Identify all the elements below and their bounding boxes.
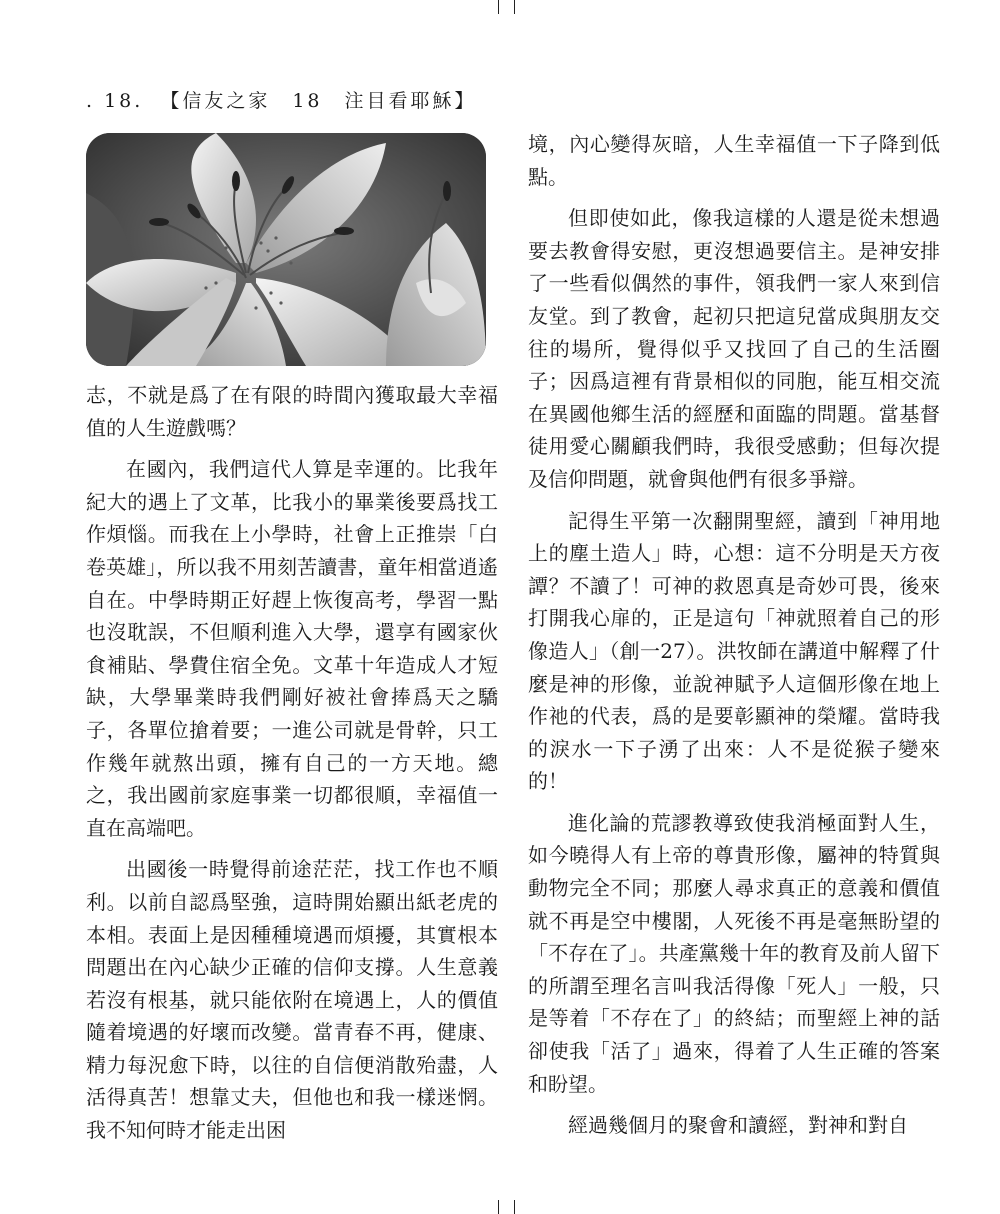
crop-mark-top-right <box>514 0 515 14</box>
crop-mark-bottom-left <box>498 1200 499 1214</box>
page-number: . 18. <box>86 90 144 112</box>
paragraph: 出國後一時覺得前途茫茫，找工作也不順利。以前自認爲堅強，這時開始顯出紙老虎的本相。表面上是因種種境遇而煩擾，其實根本問題出在內心缺少正確的信仰支撐。人生意義若沒有根基，就只能依附在境遇上，人的價值隨着境遇的好壞而改變。當青春不再，健康、精力每況愈下時，以往的自信便消散殆盡，人活得真苦！想靠丈夫，但他也和我一樣迷惘。我不知何時才能走出困 <box>86 857 498 1143</box>
crop-mark-top-left <box>498 0 499 14</box>
paragraph: 志，不就是爲了在有限的時間內獲取最大幸福值的人生遊戲嗎？ <box>86 383 498 440</box>
running-title: 【信友之家 18 注目看耶穌】 <box>160 90 477 112</box>
paragraph: 但即使如此，像我這樣的人還是從未想過要去教會得安慰，更沒想過要信主。是神安排了一些看似偶然的事件，領我們一家人來到信友堂。到了教會，起初只把這兒當成與朋友交往的場所，覺得似乎又找回了自己的生活圈子；因爲這裡有背景相似的同胞，能互相交流在異國他鄉生活的經歷和面臨的問題。當基督徒用愛心關顧我們時，我很受感動；但每次提及信仰問題，就會與他們有很多爭辯。 <box>528 206 940 491</box>
paragraph: 在國內，我們這代人算是幸運的。比我年紀大的遇上了文革，比我小的畢業後要爲找工作煩惱。而我在上小學時，社會上正推崇「白卷英雄」，所以我不用刻苦讀書，童年相當逍遙自在。中學時期正好趕上恢復高考，學習一點也沒耽誤，不但順利進入大學，還享有國家伙食補貼、學費住宿全免。文革十年造成人才短缺，大學畢業時我們剛好被社會捧爲天之驕子，各單位搶着要；一進公司就是骨幹，只工作幾年就熬出頭，擁有自己的一方天地。總之，我出國前家庭事業一切都很順，幸福值一直在高端吧。 <box>86 457 498 840</box>
paragraph: 經過幾個月的聚會和讀經，對神和對自 <box>568 1113 908 1138</box>
paragraph: 進化論的荒謬教導致使我消極面對人生，如今曉得人有上帝的尊貴形像，屬神的特質與動物完全不同；那麼人尋求真正的意義和價值就不再是空中樓閣，人死後不再是毫無盼望的「不存在了」。共產黨幾十年的教育及前人留下的所謂至理名言叫我活得像「死人」一般，只是等着「不存在了」的終結；而聖經上神的話卻使我「活了」過來，得着了人生正確的答案和盼望。 <box>528 810 940 1096</box>
page-header <box>86 86 477 113</box>
paragraph: 境，內心變得灰暗，人生幸福值一下子降到低點。 <box>528 132 940 189</box>
lily-flower-photo <box>86 133 486 366</box>
crop-mark-bottom-right <box>514 1200 515 1214</box>
paragraph: 記得生平第一次翻開聖經，讀到「神用地上的塵土造人」時，心想：這不分明是天方夜譚？不讀了！可神的救恩真是奇妙可畏，後來打開我心扉的，正是這句「神就照着自己的形像造人」（創一27）。洪牧師在講道中解釋了什麼是神的形像，並說神賦予人這個形像在地上作祂的代表，爲的是要彰顯神的榮耀。當時我的淚水一下子湧了出來：人不是從猴子變來的！ <box>528 508 940 794</box>
left-text-column <box>86 379 498 1147</box>
right-text-column <box>528 128 940 1142</box>
